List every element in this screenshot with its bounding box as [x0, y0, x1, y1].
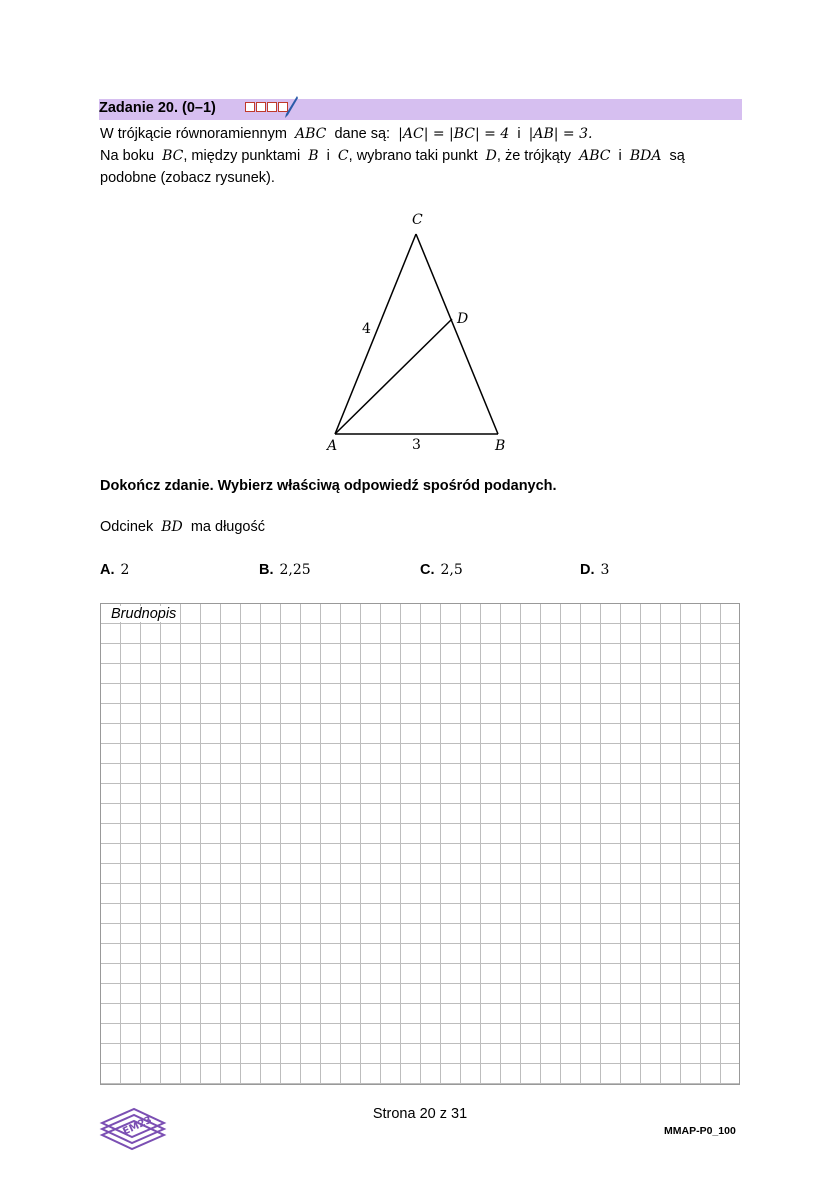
side-ab-length: 3: [412, 437, 421, 453]
task-title: Zadanie 20. (0–1): [99, 100, 216, 116]
svg-text:EM23: EM23: [121, 1114, 154, 1138]
vertex-c-label: C: [412, 212, 423, 228]
question-text: Odcinek: [100, 519, 154, 535]
triangle-figure: [320, 205, 520, 455]
math-bd: BD: [161, 519, 183, 535]
math-abc: ABC: [295, 126, 327, 142]
answer-value: 2,5: [440, 562, 463, 578]
answer-option-b[interactable]: [259, 562, 311, 578]
answer-option-c[interactable]: [420, 562, 463, 578]
answer-label: B.: [259, 562, 274, 578]
vertex-a-label: A: [327, 438, 338, 454]
question-text: ma długość: [190, 519, 265, 535]
answer-label: A.: [100, 562, 115, 578]
intro-text: , między punktami: [183, 148, 301, 164]
intro-line-2: [100, 145, 740, 167]
page-number: Strona 20 z 31: [372, 1106, 468, 1122]
intro-text: , że trójkąty: [496, 148, 572, 164]
math-formula: |AC| = |BC| = 4: [398, 126, 510, 142]
math-c: C: [337, 148, 349, 164]
vertex-b-label: B: [495, 438, 506, 454]
point-d-label: D: [457, 311, 469, 327]
intro-text: i: [326, 148, 330, 164]
skill-box-icon: [245, 102, 255, 112]
intro-line-3: podobne (zobacz rysunek).: [100, 170, 275, 186]
intro-text: są: [669, 148, 685, 164]
intro-text: i: [618, 148, 622, 164]
side-bc: [416, 234, 498, 434]
intro-text: , wybrano taki punkt: [348, 148, 478, 164]
skill-icons: [245, 102, 288, 112]
skill-box-icon: [267, 102, 277, 112]
intro-line-1: [100, 123, 592, 145]
math-b: B: [308, 148, 319, 164]
math-bda: BDA: [629, 148, 662, 164]
math-bc: BC: [162, 148, 184, 164]
instruction: Dokończ zdanie. Wybierz właściwą odpowiedź spośród podanych.: [100, 478, 557, 494]
skill-box-icon: [256, 102, 266, 112]
side-ac-length: 4: [362, 321, 371, 337]
intro-text: i: [517, 126, 521, 142]
math-formula: |AB| = 3.: [528, 126, 593, 142]
answer-label: C.: [420, 562, 435, 578]
answer-value: 2: [120, 562, 130, 578]
answer-option-a[interactable]: [100, 562, 129, 578]
question: [100, 519, 265, 535]
task-header: [99, 99, 742, 120]
answer-value: 3: [600, 562, 610, 578]
math-abc: ABC: [579, 148, 611, 164]
pen-icon: [283, 95, 299, 119]
draft-grid[interactable]: [100, 603, 740, 1085]
intro-text: dane są:: [334, 126, 391, 142]
answer-label: D.: [580, 562, 595, 578]
exam-code: MMAP-P0_100: [664, 1125, 736, 1137]
answer-value: 2,25: [279, 562, 311, 578]
math-d: D: [485, 148, 497, 164]
answer-option-d[interactable]: [580, 562, 609, 578]
segment-ad: [335, 319, 452, 434]
side-ac: [335, 234, 416, 434]
draft-label: Brudnopis: [111, 606, 177, 622]
intro-text: W trójkącie równoramiennym: [100, 126, 287, 142]
intro-text: Na boku: [100, 148, 155, 164]
